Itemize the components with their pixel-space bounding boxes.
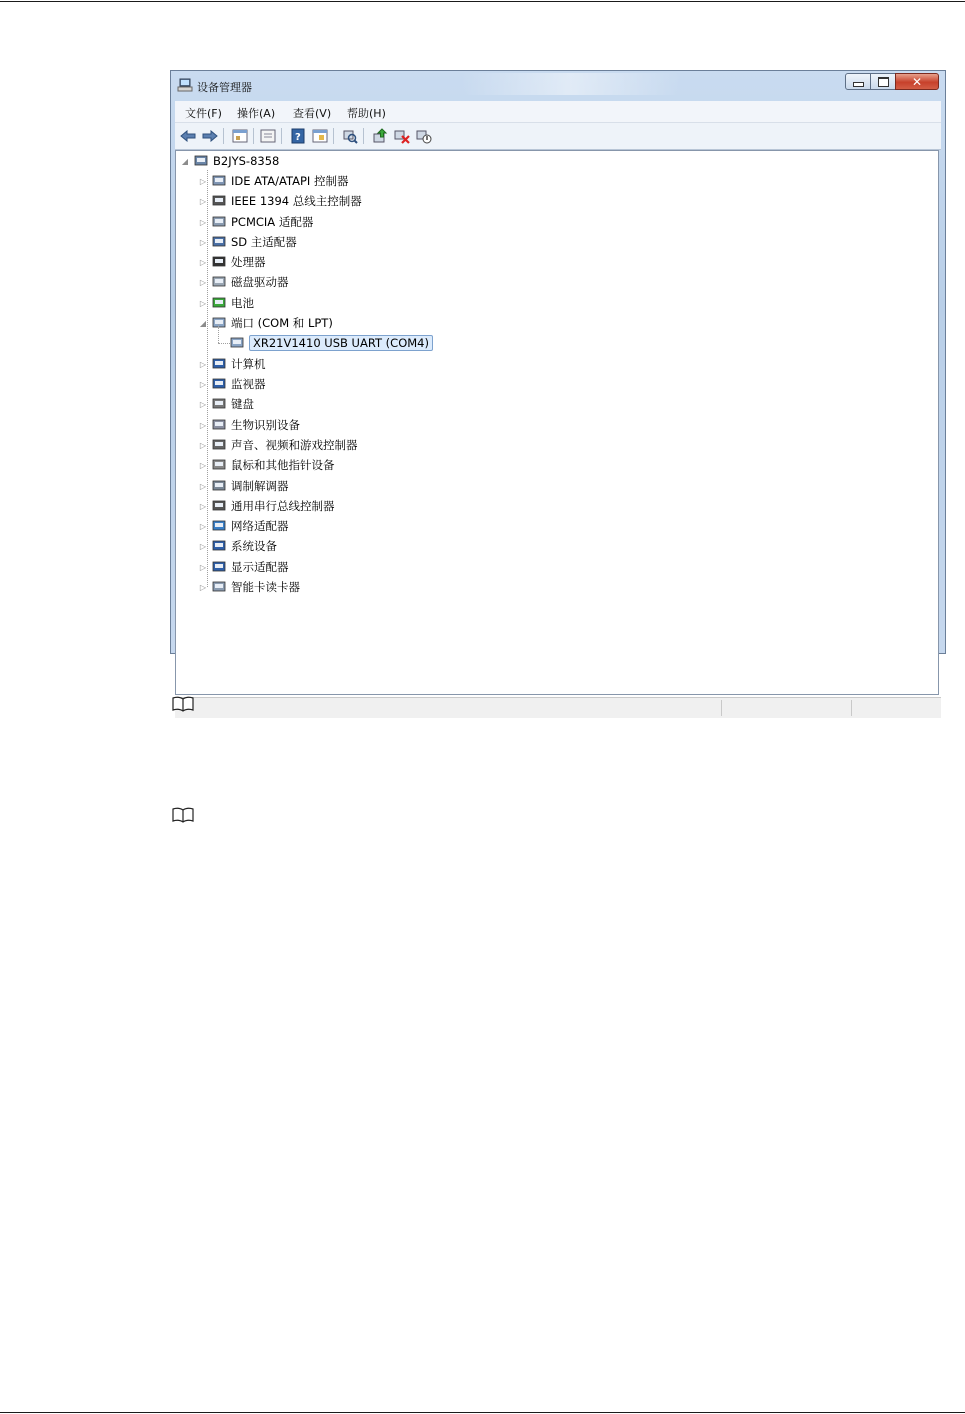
view-tree-icon — [312, 129, 328, 143]
update-driver-icon — [372, 128, 388, 144]
tree-item[interactable] — [198, 558, 289, 576]
port-icon — [211, 316, 227, 330]
maximize-icon — [878, 77, 889, 87]
device-manager-window — [170, 70, 946, 654]
sound-icon — [211, 438, 227, 452]
tree-item-label: 显示适配器 — [231, 560, 289, 574]
expand-arrow-icon[interactable]: ▷ — [199, 277, 207, 287]
tree-item-child[interactable] — [216, 334, 433, 352]
expand-arrow-icon[interactable]: ▷ — [199, 359, 207, 369]
tree-item-label: 磁盘驱动器 — [231, 275, 289, 289]
tree-item[interactable] — [198, 416, 300, 434]
biometric-icon — [211, 418, 227, 432]
toolbar-separator — [253, 128, 254, 144]
tree-item-label: 计算机 — [231, 357, 266, 371]
note-icon — [172, 696, 194, 712]
menu-help[interactable]: 帮助(H) — [347, 107, 386, 120]
tree-connector — [218, 343, 230, 344]
menu-view[interactable]: 查看(V) — [293, 107, 332, 120]
expand-arrow-icon[interactable]: ▷ — [199, 440, 207, 450]
tree-item-label: PCMCIA 适配器 — [231, 215, 314, 229]
display-adapter-icon — [211, 560, 227, 574]
help-button[interactable] — [289, 127, 307, 145]
status-divider — [721, 700, 722, 716]
ide-controller-icon — [211, 174, 227, 188]
usb-controller-icon — [211, 499, 227, 513]
expand-arrow-icon[interactable]: ▷ — [199, 420, 207, 430]
tree-item-label: 处理器 — [231, 255, 266, 269]
expand-arrow-icon[interactable]: ▷ — [199, 481, 207, 491]
show-hide-console-button[interactable] — [231, 127, 249, 145]
menu-bar — [175, 101, 941, 123]
properties-icon — [260, 129, 276, 143]
collapse-arrow-icon[interactable]: ◢ — [199, 318, 207, 328]
tree-item-label: 调制解调器 — [231, 479, 289, 493]
tree-item[interactable] — [198, 273, 289, 291]
expand-arrow-icon[interactable]: ▷ — [199, 582, 207, 592]
minimize-button[interactable] — [845, 73, 871, 90]
close-button[interactable] — [895, 73, 939, 90]
tree-item-label: 电池 — [231, 296, 254, 310]
system-device-icon — [211, 539, 227, 553]
menu-action[interactable]: 操作(A) — [237, 107, 276, 120]
processor-icon — [211, 255, 227, 269]
view-tree-button[interactable] — [311, 127, 329, 145]
tree-item[interactable] — [198, 172, 348, 190]
toolbar-separator — [223, 128, 224, 144]
tree-item[interactable] — [198, 456, 335, 474]
forward-button[interactable] — [201, 127, 219, 145]
tree-item[interactable] — [198, 294, 254, 312]
expand-arrow-icon[interactable]: ▷ — [199, 460, 207, 470]
tree-connector — [218, 324, 219, 343]
note-icon — [172, 807, 194, 823]
toolbar-separator — [333, 128, 334, 144]
toolbar-separator — [281, 128, 282, 144]
maximize-button[interactable] — [870, 73, 896, 90]
sd-host-icon — [211, 235, 227, 249]
toolbar-separator — [363, 128, 364, 144]
tree-item-label: SD 主适配器 — [231, 235, 297, 249]
back-icon — [180, 130, 196, 142]
disk-drive-icon — [211, 275, 227, 289]
expand-arrow-icon[interactable]: ▷ — [199, 298, 207, 308]
scan-hardware-icon — [342, 128, 358, 144]
expand-arrow-icon[interactable]: ▷ — [199, 562, 207, 572]
expand-arrow-icon[interactable]: ▷ — [199, 196, 207, 206]
root-icon — [193, 154, 209, 168]
title-glass-highlight — [461, 73, 681, 95]
expand-arrow-icon[interactable]: ▷ — [199, 521, 207, 531]
menu-file[interactable]: 文件(F) — [185, 107, 222, 120]
device-tree[interactable] — [175, 150, 939, 695]
keyboard-icon — [211, 397, 227, 411]
disable-button[interactable] — [415, 127, 433, 145]
uninstall-button[interactable] — [393, 127, 411, 145]
properties-button[interactable] — [259, 127, 277, 145]
smart-card-reader-icon — [211, 580, 227, 594]
back-button[interactable] — [179, 127, 197, 145]
status-bar — [175, 697, 941, 718]
tree-item-label: B2JYS-8358 — [213, 154, 280, 168]
update-driver-button[interactable] — [371, 127, 389, 145]
expand-arrow-icon[interactable]: ▷ — [199, 237, 207, 247]
help-icon — [291, 128, 305, 144]
monitor-icon — [211, 377, 227, 391]
network-adapter-icon — [211, 519, 227, 533]
tree-item[interactable] — [198, 375, 266, 393]
tree-item-label: 生物识别设备 — [231, 418, 300, 432]
collapse-arrow-icon[interactable]: ◢ — [181, 156, 189, 166]
battery-icon — [211, 296, 227, 310]
svg-text:?: ? — [295, 132, 301, 143]
computer-icon — [177, 78, 193, 92]
computer-icon — [211, 357, 227, 371]
tree-item[interactable] — [198, 537, 277, 555]
minimize-icon — [853, 82, 864, 87]
expand-arrow-icon[interactable]: ▷ — [199, 379, 207, 389]
view-icon — [232, 129, 248, 143]
tree-item-label: IDE ATA/ATAPI 控制器 — [231, 174, 349, 188]
tree-item[interactable] — [198, 497, 335, 515]
tree-item-label: 网络适配器 — [231, 519, 289, 533]
disable-icon — [416, 128, 432, 144]
tree-item[interactable] — [198, 253, 266, 271]
serial-port-icon — [229, 336, 245, 350]
tree-item[interactable] — [198, 192, 362, 210]
tree-root[interactable] — [180, 152, 279, 170]
expand-arrow-icon[interactable]: ▷ — [199, 217, 207, 227]
title-bar[interactable] — [171, 71, 945, 99]
pcmcia-icon — [211, 215, 227, 229]
expand-arrow-icon[interactable]: ▷ — [199, 176, 207, 186]
mouse-icon — [211, 458, 227, 472]
tree-item[interactable] — [198, 233, 297, 251]
tree-item-label: 声音、视频和游戏控制器 — [231, 438, 358, 452]
toolbar — [175, 123, 941, 150]
tree-item[interactable] — [198, 578, 300, 596]
status-divider — [851, 700, 852, 716]
tree-item-label: 智能卡读卡器 — [231, 580, 300, 594]
tree-item[interactable] — [198, 477, 289, 495]
expand-arrow-icon[interactable]: ▷ — [199, 541, 207, 551]
tree-item-label: 键盘 — [231, 397, 254, 411]
tree-item-label: 系统设备 — [231, 539, 277, 553]
ieee1394-icon — [211, 194, 227, 208]
tree-item-label: XR21V1410 USB UART (COM4) — [249, 335, 433, 351]
forward-icon — [202, 130, 218, 142]
close-icon: ✕ — [911, 74, 923, 89]
modem-icon — [211, 479, 227, 493]
expand-arrow-icon[interactable]: ▷ — [199, 257, 207, 267]
tree-item-label: 通用串行总线控制器 — [231, 499, 335, 513]
uninstall-icon — [394, 128, 410, 144]
tree-item-label: IEEE 1394 总线主控制器 — [231, 194, 362, 208]
scan-hardware-button[interactable] — [341, 127, 359, 145]
expand-arrow-icon[interactable]: ▷ — [199, 399, 207, 409]
page-top-rule — [0, 1, 965, 2]
expand-arrow-icon[interactable]: ▷ — [199, 501, 207, 511]
page-bottom-rule — [0, 1412, 965, 1413]
tree-item[interactable] — [198, 436, 358, 454]
tree-item[interactable] — [198, 395, 254, 413]
tree-item[interactable] — [198, 517, 289, 535]
tree-item-label: 鼠标和其他指针设备 — [231, 458, 335, 472]
tree-item-label: 监视器 — [231, 377, 266, 391]
tree-item-label: 端口 (COM 和 LPT) — [231, 316, 333, 330]
window-title: 设备管理器 — [197, 81, 252, 94]
tree-item[interactable] — [198, 213, 313, 231]
tree-item[interactable] — [198, 355, 266, 373]
